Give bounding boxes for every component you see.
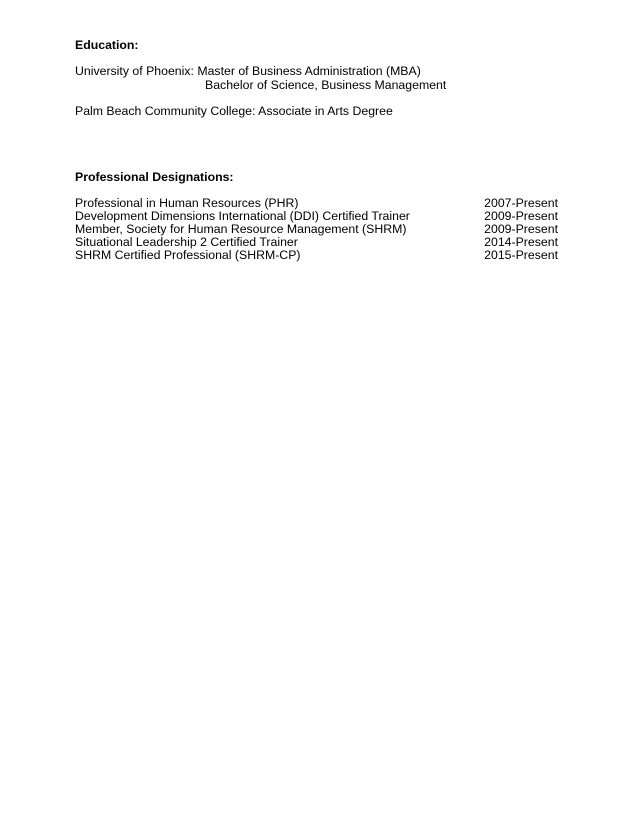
designation-years: 2009-Present <box>484 222 558 236</box>
designation-years: 2007-Present <box>484 196 558 210</box>
education-heading: Education: <box>75 38 139 52</box>
education-entry-mba: University of Phoenix: Master of Business Administration (MBA) <box>75 64 421 78</box>
designation-row <box>75 222 558 236</box>
designation-row <box>75 235 558 249</box>
designation-name: Situational Leadership 2 Certified Trainer <box>75 235 298 249</box>
designation-row <box>75 209 558 223</box>
education-entry-associate: Palm Beach Community College: Associate in Arts Degree <box>75 104 393 118</box>
education-entry-bachelor: Bachelor of Science, Business Management <box>205 78 447 92</box>
designation-name: Member, Society for Human Resource Management (SHRM) <box>75 222 407 236</box>
designation-name: Development Dimensions International (DDI) Certified Trainer <box>75 209 410 223</box>
designation-row <box>75 248 558 262</box>
designation-years: 2009-Present <box>484 209 558 223</box>
designation-row <box>75 196 558 210</box>
designation-years: 2014-Present <box>484 235 558 249</box>
designation-years: 2015-Present <box>484 248 558 262</box>
designations-heading: Professional Designations: <box>75 170 234 184</box>
designation-name: SHRM Certified Professional (SHRM-CP) <box>75 248 301 262</box>
designation-name: Professional in Human Resources (PHR) <box>75 196 299 210</box>
